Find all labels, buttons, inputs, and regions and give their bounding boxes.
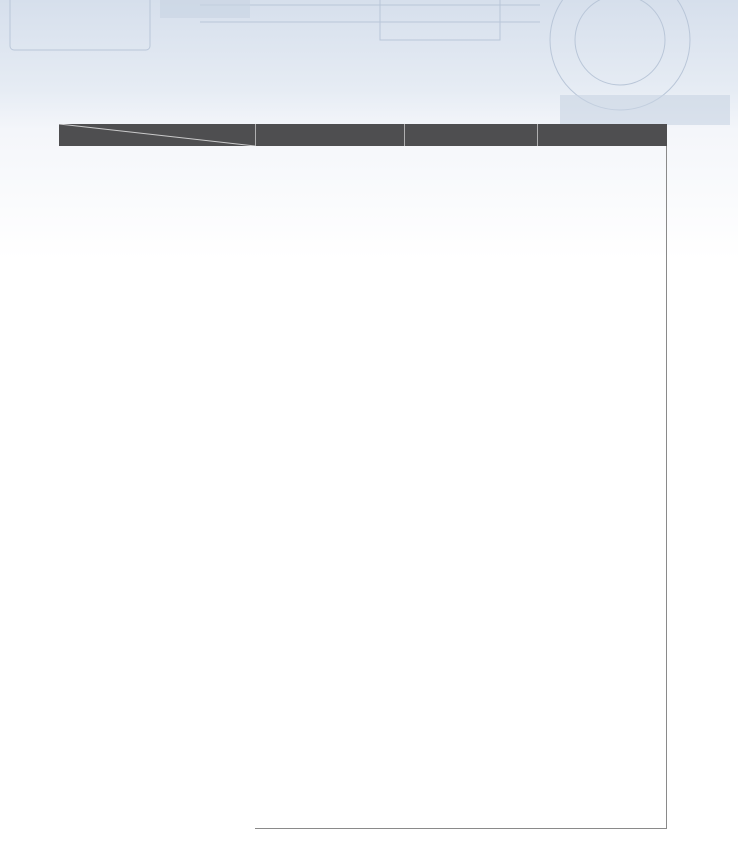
machine-background-graphic [0,0,738,140]
specifications-table [59,124,667,829]
table-bottom-line [255,828,667,829]
series-header [537,124,667,146]
series-header [404,124,537,146]
table-right-border [666,146,667,829]
table-header [59,124,667,146]
header-item-type-cell [59,124,255,146]
diagonal-divider [59,124,255,146]
series-header [255,124,404,146]
